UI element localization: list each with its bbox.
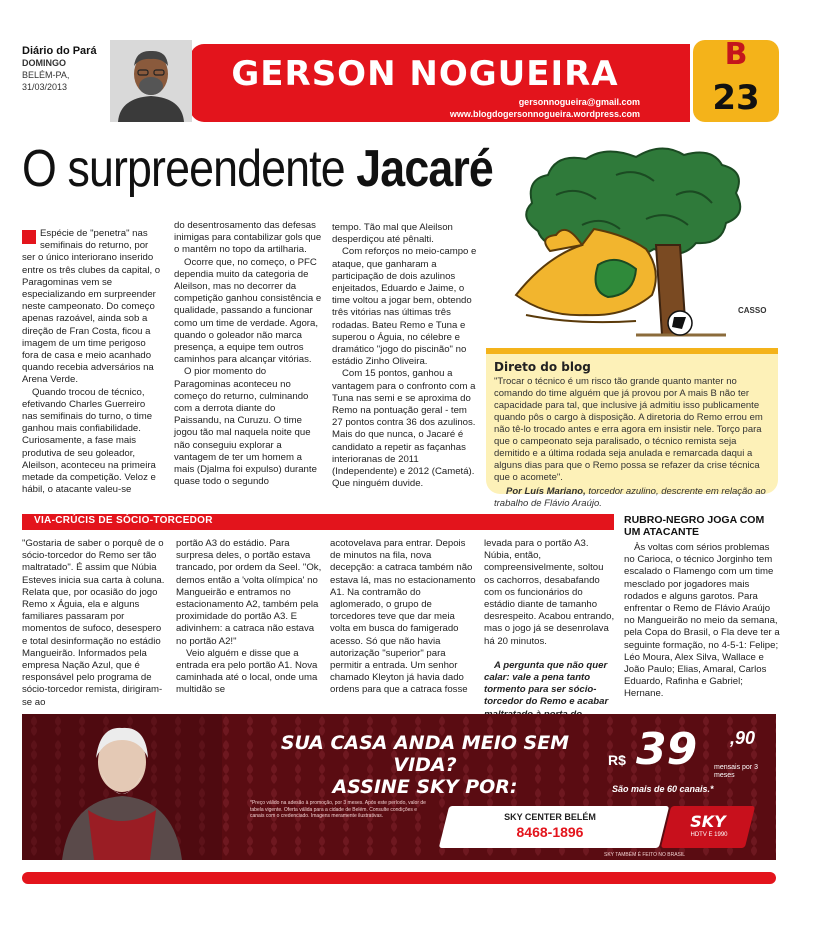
alligator-cartoon bbox=[486, 145, 778, 345]
ad-character-image bbox=[22, 714, 222, 860]
ad-headline-line-2: ASSINE SKY POR: bbox=[332, 776, 518, 798]
illustration-signature: CASSO bbox=[738, 306, 767, 315]
blog-author-description: torcedor azulino, descrente em relação ao trabalho de Flávio Araújo. bbox=[494, 486, 766, 509]
letter-column-2 bbox=[176, 538, 322, 698]
sidebar-paragraph: Às voltas com sérios problemas no Carioca, o técnico Jorginho tem escalado o Flamengo com um time mesclado por jogadores mais rodados e alguns garotos. Para enfrentar o Remo de Flávio Araújo no Mangueirão no meio da semana, pela Copa do Brasil, o Fla deve ter a seguinte formação, no 4-5-1: Felipe; Léo Moura, Alex Silva, Wallace e João Paulo; Elias, Amaral, Carlos Eduardo, Rafinha e Gabriel; Hernane. bbox=[624, 542, 780, 700]
letter-column-4 bbox=[484, 538, 616, 708]
letter-paragraph: portão A3 do estádio. Para surpresa deles, o portão estava trancado, por ordem da Seel. "Ok, demos então a 'volta olímpica' no Mangueirão e entramos no estacionamento A2, também pela proximidade do portão A3. E adivinhem: a catraca não estava no portão A2!" bbox=[176, 538, 322, 647]
ad-price-cents: ,90 bbox=[730, 728, 756, 748]
blog-box-title: Direto do blog bbox=[494, 360, 591, 374]
closing-question: A pergunta que não quer calar: vale a pena tanto tormento para ser sócio-torcedor do Remo e acabar bbox=[484, 659, 609, 708]
title-bold: Jacaré bbox=[356, 140, 493, 198]
letter-column-1 bbox=[22, 538, 168, 708]
ad-headline-line-1: SUA CASA ANDA MEIO SEM VIDA? bbox=[280, 732, 570, 776]
columnist-photo bbox=[110, 40, 192, 122]
ad-store-name: SKY CENTER BELÉM bbox=[504, 812, 596, 822]
ad-fine-print: *Preço válido na adesão à promoção, por 3 meses. Após este período, valor de tabela vigente. Oferta válida para a cidade de Belém. Consulte condições e canais com o credenciado. Imagens meramente ilustrativas. bbox=[250, 800, 426, 819]
ad-channels: São mais de 60 canais.* bbox=[612, 784, 714, 794]
article-paragraph: Quando trocou de técnico, efetivando Charles Guerreiro nas semifinais do turno, o time ganhou mais confiabilidade. Curiosamente, a fase mais produtiva de seu goleador, Aleilson, aconteceu na primeira metade da competição. Veloz e hábil, o atacante valeu-se bbox=[22, 386, 156, 496]
article-paragraph: Com reforços no meio-campo e ataque, que ganharam a participação de dois azulinos enjeitados, Eduardo e Jaime, o time voltou a jogar bem, obtendo três vitórias nas últimas três rodadas. Bateu Remo e Tuna e superou o Águia, no célebre e dramático "jogo do piscinão" no estádio Zinho Oliveira. bbox=[332, 246, 477, 368]
drop-cap-marker bbox=[22, 230, 36, 244]
sidebar-heading: RUBRO-NEGRO JOGA COM UM ATACANTE bbox=[624, 514, 765, 538]
title-light: O surpreendente bbox=[22, 140, 345, 198]
ad-price-period: mensais por 3 meses bbox=[714, 764, 758, 779]
sidebar-body bbox=[624, 542, 782, 702]
newspaper-name: Diário do Pará bbox=[22, 45, 97, 57]
article-paragraph: Espécie de "penetra" nas semifinais do returno, por ser o único interiorano inserido entre os três clubes da capital, o Paragominas vem se especializando em surpreender neste campeonato. Do começo apenas razoável, ainda sob a direção de Fran Costa, ficou a imagem de um time perigoso fora de casa e meio acanhado quando recebia adversários na Arena Verde. bbox=[22, 228, 161, 386]
article-column-3 bbox=[332, 222, 480, 490]
day: DOMINGO bbox=[22, 58, 66, 68]
column-name: GERSON NOGUEIRA bbox=[231, 54, 619, 94]
footer-bar bbox=[22, 872, 776, 884]
sky-logo: SKY bbox=[690, 812, 726, 831]
article-paragraph: Ocorre que, no começo, o PFC dependia muito da categoria de Aleilson, mas no decorrer da competição ganhou consistência e qualidade, passando a funcionar como um time de verdade. Agora, quando o goleador não marca presença, a equipe tem outros caminhos para alcançar vitórias. bbox=[174, 256, 322, 366]
article-paragraph: Com 15 pontos, ganhou a vantagem para o confronto com a Tuna nas semi e se aproxima do Remo na pontuação geral - tem 27 pontos contra 36 dos azulinos. Mais do que nunca, o Jacaré é candidato a repetir as façanhas interioranas de 2011 (Independente) e 2012 (Cametá). Que ninguém duvide. bbox=[332, 368, 476, 490]
blog-quote: "Trocar o técnico é um risco tão grande quanto manter no comando do time alguém que já provou por A mais B não ter capacidade para tal, que inclusive já admitiu isso publicamente quando pôs o cargo à disposição. A diretoria do Remo errou em não tê-lo trocado antes e erra agora em insistir nele. Torço para que o campeonato seja paralisado, o técnico remista seja demitido e a última rodada seja anulada e remarcada daqui a alguns dias para que o Remo possa se refazer da crise técnica que o acomete". bbox=[494, 376, 763, 483]
email-link[interactable]: gersonnogueira@gmail.com bbox=[518, 97, 640, 107]
blog-author: Por Luís Mariano, bbox=[506, 486, 586, 497]
letter-paragraph: levada para o portão A3. Núbia, então, compreensivelmente, soltou os cachorros, desabafando com os funcionários do estádio diante de tamanho desrespeito. Acabou entrando, mas o jogo já se desenrolava há 20 minutos. bbox=[484, 538, 615, 647]
article-column-1 bbox=[22, 228, 162, 496]
ad-price: 39 bbox=[636, 724, 698, 775]
article-paragraph: O pior momento do Paragominas aconteceu no começo do returno, culminando com a derrota diante do Paissandu, na Curuzu. O time jogou tão mal naquela noite que não conseguiu explorar a vantagem de ter um homem a mais (Djalma foi expulso) durante quase todo o segundo bbox=[174, 366, 317, 488]
blog-link[interactable]: www.blogdogersonnogueira.wordpress.com bbox=[449, 109, 640, 119]
ad-bottom-note: SKY TAMBÉM É FEITO NO BRASIL bbox=[604, 852, 686, 858]
ad-headline bbox=[250, 732, 600, 798]
letter-paragraph: acotovelava para entrar. Depois de minutos na fila, nova decepção: a catraca também não estava lá, mas no estacionamento A1. Na contramão do aglomerado, o grupo de torcedores teve que dar meia volta em busca do famigerado acesso. Só que não havia autorização "superior" para permitir a entrada. Um senhor chamado Kleyton já havia dado ordens para que a catraca fosse bbox=[330, 538, 476, 696]
article-paragraph: tempo. Tão mal que Aleilson desperdiçou até pênalti. bbox=[332, 222, 453, 246]
letter-column-3 bbox=[330, 538, 476, 698]
contact-info bbox=[400, 96, 640, 120]
sky-logo-subtitle: HDTV E 1990 bbox=[690, 832, 728, 838]
ad-currency: R$ bbox=[608, 752, 626, 768]
letter-paragraph: "Gostaria de saber o porquê de o sócio-torcedor do Remo ser tão maltratado". É assim que Núbia Esteves inicia sua carta à coluna. Relata que, por ocasião do jogo Remo x Águia, ela e alguns familiares passaram por momentos de sufoco, desespero e total desinformação no estádio Mangueirão. Informados pela empresa Nação Azul, que é responsável pelo programa de sócio-torcedor remista, dirigiram-se ao bbox=[22, 538, 165, 708]
publication-info bbox=[22, 45, 102, 93]
letter-paragraph: Veio alguém e disse que a entrada era pelo portão A1. Nova caminhada até o local, onde uma multidão se bbox=[176, 647, 318, 696]
article-paragraph: do desentrosamento das defesas inimigas para contabilizar gols que o mantêm no topo da artilharia. bbox=[174, 220, 322, 256]
page-number: 23 bbox=[712, 78, 760, 118]
blog-attribution bbox=[494, 486, 770, 510]
place: BELÉM-PA, bbox=[22, 70, 70, 80]
section-letter: B bbox=[724, 37, 748, 72]
date: 31/03/2013 bbox=[22, 82, 68, 92]
section-heading: VIA-CRÚCIS DE SÓCIO-TORCEDOR bbox=[34, 515, 213, 526]
ad-phone[interactable]: 8468-1896 bbox=[516, 824, 584, 840]
blog-quote-box bbox=[486, 348, 778, 509]
article-column-2 bbox=[174, 220, 324, 488]
article-title bbox=[22, 140, 493, 198]
